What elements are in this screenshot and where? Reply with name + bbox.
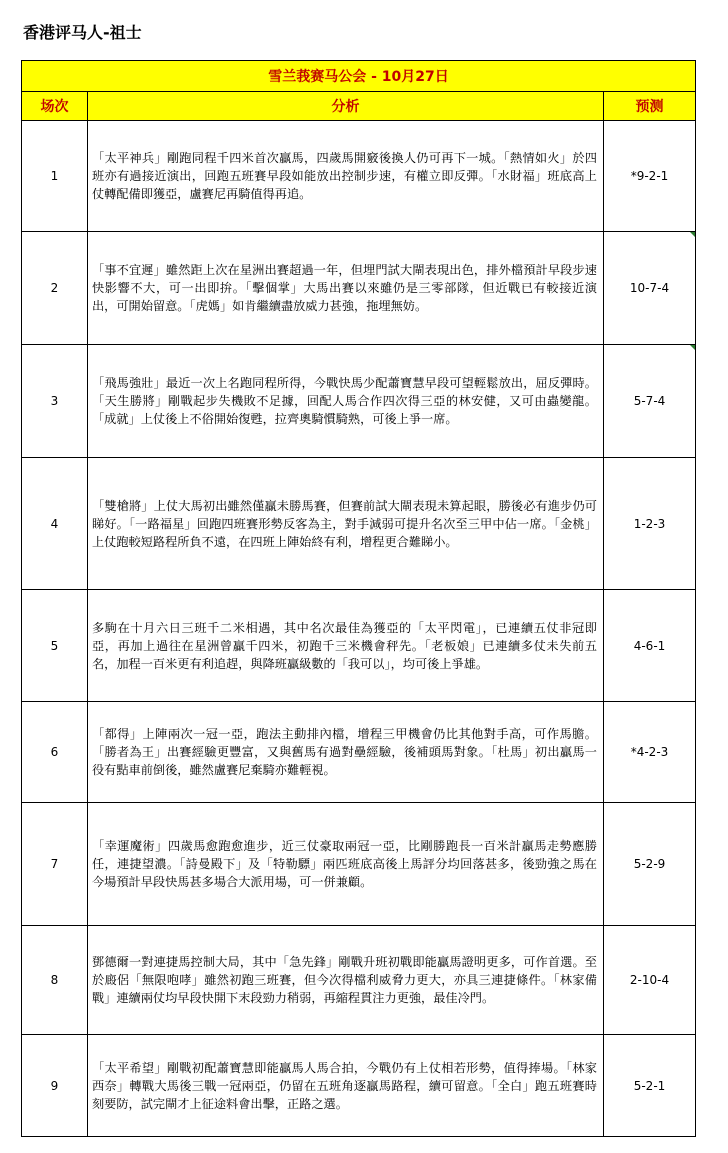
race-prediction: *9-2-1	[604, 121, 696, 232]
header-prediction: 预测	[604, 92, 696, 121]
race-prediction: 5-2-9	[604, 803, 696, 926]
race-number: 5	[22, 590, 88, 702]
header-analysis: 分析	[88, 92, 604, 121]
race-number: 6	[22, 702, 88, 803]
race-number: 4	[22, 458, 88, 590]
comment-marker	[690, 345, 695, 350]
table-row	[22, 232, 696, 345]
race-number: 1	[22, 121, 88, 232]
race-analysis: 「幸運魔術」四歲馬愈跑愈進步，近三仗豪取兩冠一亞，比剛勝跑長一百米計贏馬走勢應勝任，連捷望濃。「詩曼殿下」及「特勒驃」兩匹班底高後上馬評分均回落甚多，後勁強之馬在今場預計早段快馬甚多場合大派用場，可一併兼顧。	[88, 803, 604, 926]
race-prediction-value: 10-7-4	[629, 281, 670, 295]
race-analysis: 「太平神兵」剛跑同程千四米首次贏馬，四歲馬開竅後換人仍可再下一城。「熱情如火」於四班亦有過接近演出，回跑五班賽早段如能放出控制步速，有權立即反彈。「水財福」班底高上仗轉配備即獲亞，盧賽尼再騎值得再追。	[88, 121, 604, 232]
race-prediction	[604, 345, 696, 458]
race-prediction: 1-2-3	[604, 458, 696, 590]
race-prediction: *4-2-3	[604, 702, 696, 803]
table-row	[22, 121, 696, 232]
table-title-row	[22, 61, 696, 92]
race-prediction-value: 5-7-4	[633, 394, 666, 408]
race-analysis: 「太平希望」剛戰初配蕭寶慧即能贏馬人馬合拍，今戰仍有上仗相若形勢，值得捧場。「林家西奈」轉戰大馬後三戰一冠兩亞，仍留在五班角逐贏馬路程，續可留意。「全白」跑五班賽時刻要防，試完閘才上征途料會出擊，正路之選。	[88, 1035, 604, 1137]
race-prediction: 5-2-1	[604, 1035, 696, 1137]
table-row	[22, 1035, 696, 1137]
race-analysis: 「事不宜遲」雖然距上次在星洲出賽超過一年，但埋門試大閘表現出色，排外檔預計早段步速快影響不大，可一出即拚。「擊個掌」大馬出賽以來雖仍是三零部隊，但近戰已有較接近演出，可開始留意。「虎媽」如肯繼續盡放威力甚強，拖埋無妨。	[88, 232, 604, 345]
race-prediction: 2-10-4	[604, 926, 696, 1035]
race-analysis: 鄧德爾一對連捷馬控制大局，其中「急先鋒」剛戰升班初戰即能贏馬證明更多，可作首選。至於廄侶「無限咆哮」雖然初跑三班賽，但今次得檔利威脅力更大，亦具三連捷條件。「林家備戰」連續兩仗均早段快開下末段勁力稍弱，再縮程貫注力更強，最佳冷門。	[88, 926, 604, 1035]
race-analysis: 「飛馬強壯」最近一次上名跑同程所得，今戰快馬少配蕭寶慧早段可望輕鬆放出，屈反彈時。「天生勝將」剛戰起步失機敗不足據，回配人馬合作四次得三亞的林安健，又可由蟲變龍。「成就」上仗後上不俗開始復甦，拉齊奧騎慣騎熟，可後上爭一席。	[88, 345, 604, 458]
table-row	[22, 702, 696, 803]
race-analysis: 「雙槍將」上仗大馬初出雖然僅贏未勝馬賽，但賽前試大閘表現未算起眼，勝後必有進步仍可睇好。「一路福星」回跑四班賽形勢反客為主，對手減弱可提升名次至三甲中佔一席。「金桃」上仗跑較短路程所負不遠，在四班上陣始終有利，增程更合難睇小。	[88, 458, 604, 590]
table-row	[22, 926, 696, 1035]
race-analysis: 「都得」上陣兩次一冠一亞，跑法主動排內檔，增程三甲機會仍比其他對手高，可作馬膽。「勝者為王」出賽經驗更豐富，又與舊馬有過對壘經驗，後補頭馬對象。「杜馬」初出贏馬一役有點車前倒後，雖然盧賽尼棄騎亦難輕視。	[88, 702, 604, 803]
race-prediction	[604, 232, 696, 345]
header-race: 场次	[22, 92, 88, 121]
page-title: 香港评马人-祖士	[23, 23, 142, 42]
race-number: 2	[22, 232, 88, 345]
table-row	[22, 803, 696, 926]
table-row	[22, 590, 696, 702]
table-header-row	[22, 92, 696, 121]
race-number: 3	[22, 345, 88, 458]
race-number: 9	[22, 1035, 88, 1137]
race-number: 8	[22, 926, 88, 1035]
race-prediction: 4-6-1	[604, 590, 696, 702]
table-row	[22, 458, 696, 590]
table-title: 雪兰莪赛马公会 - 10月27日	[22, 61, 696, 92]
race-analysis: 多駒在十月六日三班千二米相遇，其中名次最佳為獲亞的「太平閃電」，已連續五仗非冠即亞，再加上過往在星洲曾贏千四米，初跑千三米機會秤先。「老板娘」已連續多仗未失前五名，加程一百米更有利追趕，與降班贏級數的「我可以」，均可後上爭雄。	[88, 590, 604, 702]
comment-marker	[690, 232, 695, 237]
race-number: 7	[22, 803, 88, 926]
race-analysis-table	[21, 60, 696, 1137]
table-row	[22, 345, 696, 458]
